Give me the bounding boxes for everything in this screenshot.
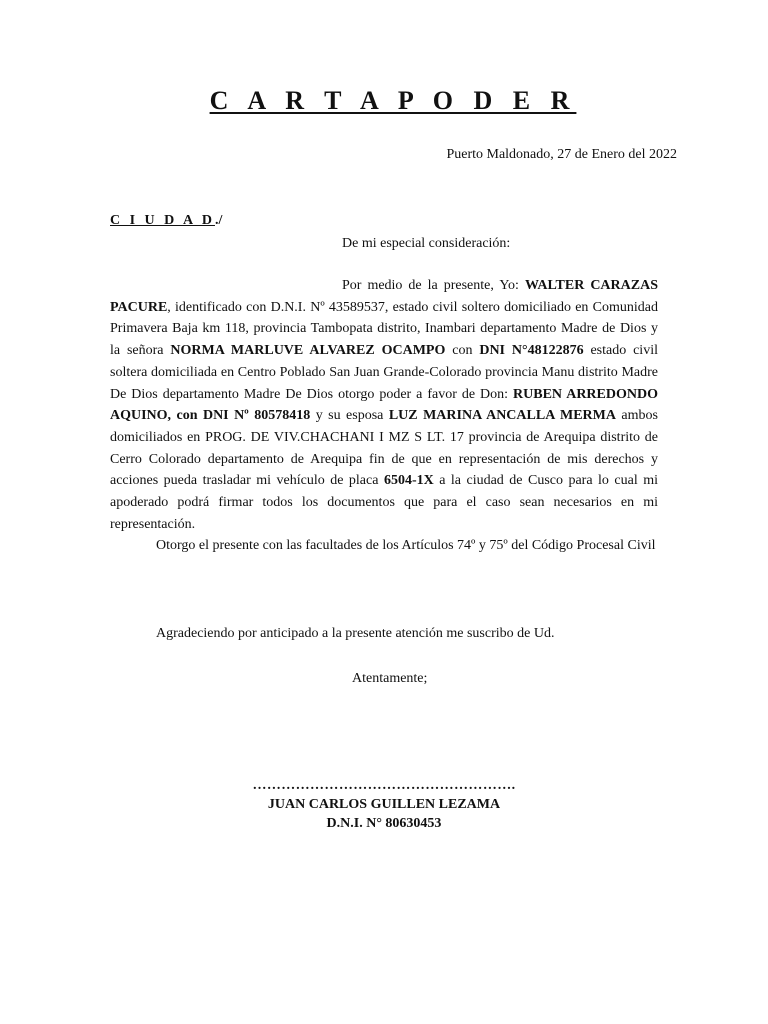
recipient-suffix: ./	[214, 213, 223, 228]
co-grantor-name: NORMA MARLUVE ALVAREZ OCAMPO	[170, 343, 446, 359]
recipient-line	[110, 213, 222, 229]
vehicle-plate: 6504-1X	[383, 473, 434, 489]
body-text-segment: ambos domiciliados en PROG. DE VIV.CHACHANI I MZ S LT. 17 provincia de Arequipa distrito de Cerro Colorado departamento de Arequipa fin de que en representación de mis derechos y acciones pueda trasladar mi vehículo de placa	[110, 408, 658, 489]
document-title: C A R T A P O D E R	[209, 86, 577, 115]
legal-basis-paragraph: Otorgo el presente con las facultades de los Artículos 74º y 75º del Código Procesal Civil	[156, 538, 656, 554]
recipient-label: C I U D A D	[110, 213, 215, 228]
thanks-line: Agradeciendo por anticipado a la presente atención me suscribo de Ud.	[156, 626, 555, 641]
body-text-segment: con	[445, 343, 480, 359]
body-text-segment: y su esposa	[310, 408, 389, 424]
power-paragraph	[110, 275, 658, 535]
signer-id: D.N.I. N° 80630453	[326, 816, 442, 831]
grantor-name: WALTER CARAZAS PACURE	[110, 278, 659, 315]
signature-block	[184, 776, 584, 833]
body-text-segment: a la ciudad de Cusco para lo cual mi apoderado podrá firmar todos los documentos que para el caso sean necesarios en mi representación.	[110, 473, 658, 532]
body-text-segment: estado civil soltera domiciliada en Centro Poblado San Juan Grande-Colorado provincia Manu distrito Madre De Dios departamento Madre De Dios otorgo poder a favor de Don:	[110, 343, 658, 402]
signature-line: ……………………………………………….	[252, 778, 516, 793]
date-line: Puerto Maldonado, 27 de Enero del 2022	[446, 147, 677, 162]
greeting: De mi especial consideración:	[342, 236, 511, 251]
body-text-segment: , identificado con D.N.I. Nº 43589537, estado civil soltero domiciliado en Comunidad Primavera Baja km 118, provincia Tambopata distrito, Inambari departamento Madre de Dios y la señora	[110, 299, 658, 359]
spouse-name: LUZ MARINA ANCALLA MERMA	[388, 408, 616, 424]
attorney-name-dni: RUBEN ARREDONDO AQUINO, con DNI Nº 80578418	[110, 386, 658, 424]
signer-name: JUAN CARLOS GUILLEN LEZAMA	[267, 797, 501, 812]
co-grantor-dni: DNI N°48122876	[479, 343, 584, 359]
body-text-segment: Por medio de la presente, Yo:	[342, 278, 525, 293]
letter-body	[110, 275, 658, 557]
closing-line: Atentamente;	[352, 671, 428, 686]
